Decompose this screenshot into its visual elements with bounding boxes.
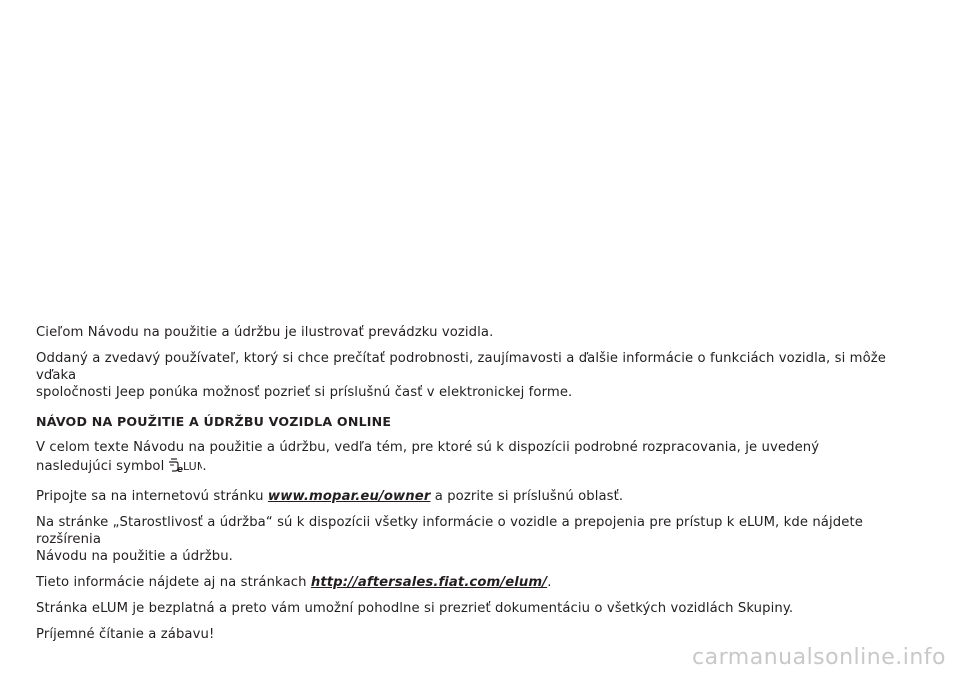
interested-user-paragraph [36,350,896,401]
intro-paragraph: Cieľom Návodu na použitie a údržbu je ilustrovať prevádzku vozidla. [36,325,494,340]
elum-hand-icon [168,456,202,479]
svg-text:e: e [177,465,184,474]
aftersales-text-before: Tieto informácie nájdete aj na stránkach [36,575,307,590]
care-line-2: Návodu na použitie a údržbu. [36,549,233,564]
aftersales-elum-link[interactable]: http://aftersales.fiat.com/elum/ [310,575,548,590]
document-body [36,324,896,652]
section-heading: NÁVOD NA POUŽITIE A ÚDRŽBU VOZIDLA ONLINE [36,414,392,429]
interested-line-1: Oddaný a zvedavý používateľ, ktorý si chce prečítať podrobnosti, zaujímavosti a ďalšie informácie o funkciách vozidla, si môže vďaka [36,351,887,383]
connect-text-before: Pripojte sa na internetovú stránku [36,489,264,504]
symbol-line-1: V celom texte Návodu na použitie a údržbu, vedľa tém, pre ktoré sú k dispozícii podrobné rozpracovania, je uvedený [36,440,820,455]
symbol-line-2: nasledujúci symbol [36,459,165,474]
aftersales-text-after: . [547,575,552,590]
watermark-text: carmanualsonline.info [692,645,946,670]
care-maintenance-paragraph [36,514,896,565]
free-elum-paragraph: Stránka eLUM je bezplatná a preto vám umožní pohodlne si prezrieť dokumentáciu o všetkých vozidlách Skupiny. [36,601,794,616]
aftersales-paragraph [36,574,896,591]
connect-text-after: a pozrite si príslušnú oblasť. [434,489,624,504]
care-line-1: Na stránke „Starostlivosť a údržba“ sú k dispozícii všetky informácie o vozidle a prepojenia pre prístup k eLUM, kde nájdete rozšírenia [36,515,863,547]
mopar-owner-link[interactable]: www.mopar.eu/owner [267,489,431,504]
svg-text:LUM: LUM [183,460,203,473]
closing-paragraph: Príjemné čítanie a zábavu! [36,627,215,642]
symbol-line-2-end: . [202,459,207,474]
symbol-paragraph [36,439,896,479]
connect-paragraph [36,488,896,505]
interested-line-2: spoločnosti Jeep ponúka možnosť pozrieť si príslušnú časť v elektronickej forme. [36,385,573,400]
